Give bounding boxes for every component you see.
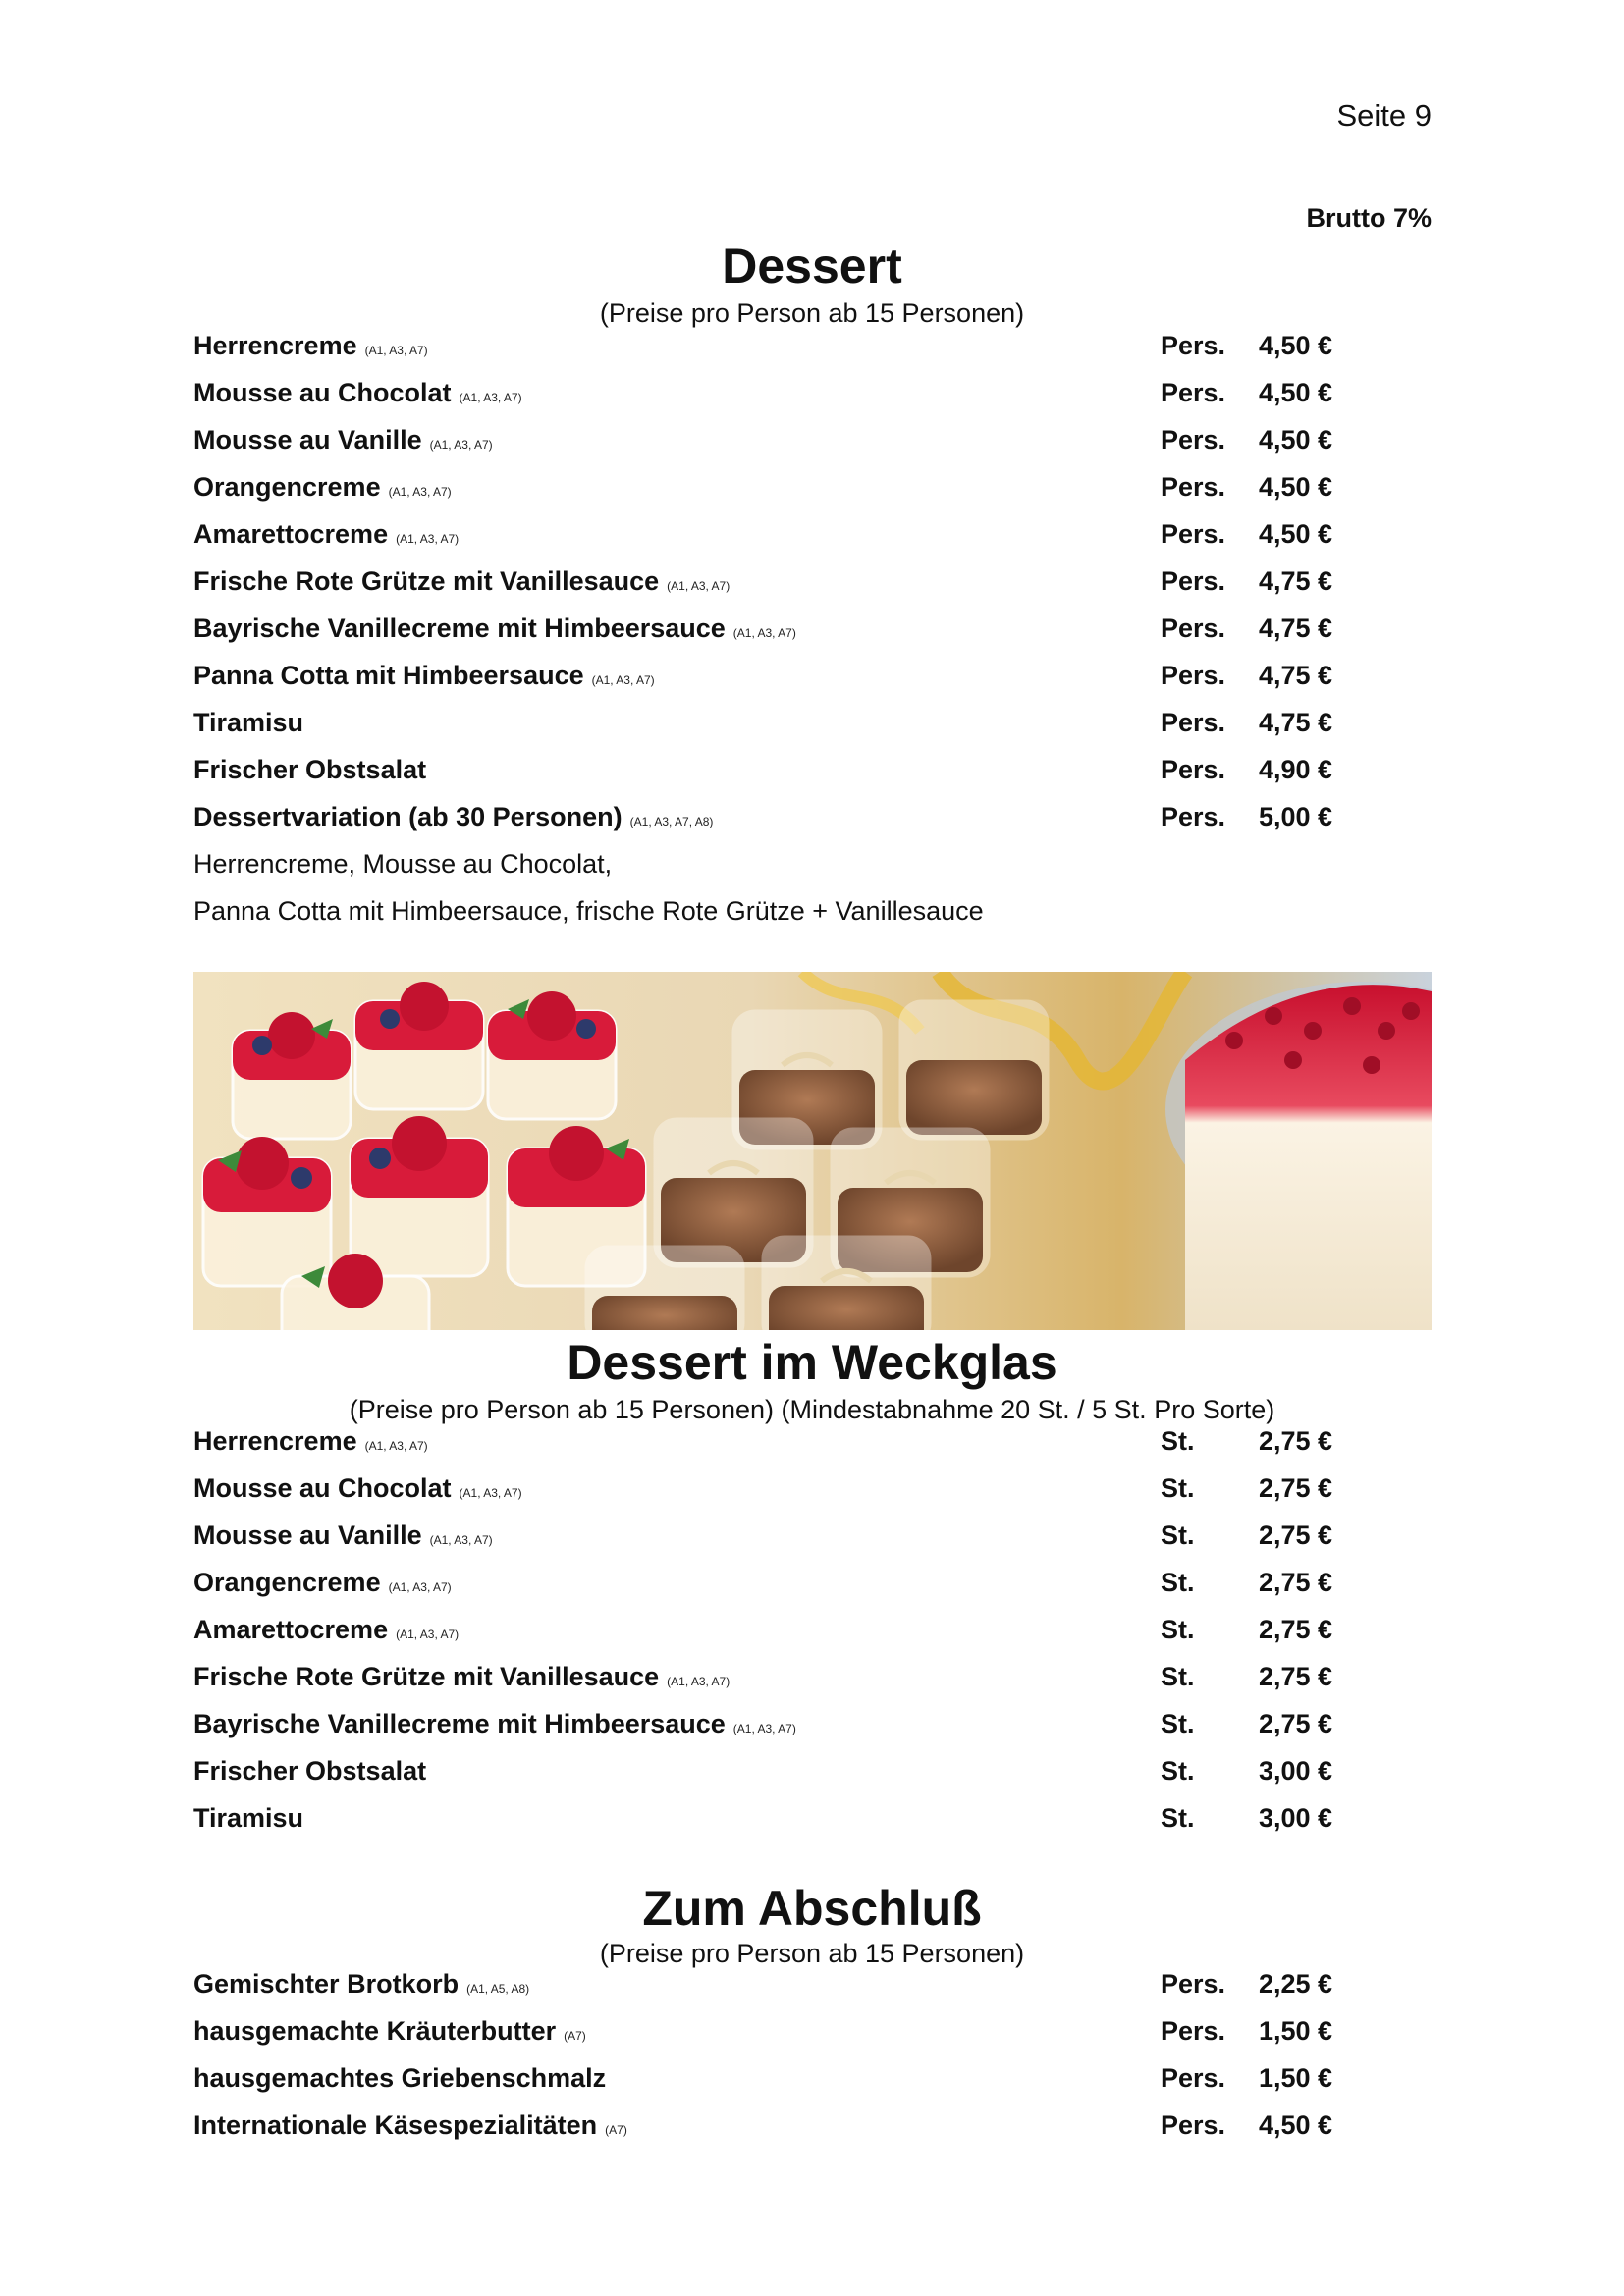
item-unit: St. bbox=[1161, 1756, 1195, 1786]
item-price: 3,00 € bbox=[1259, 1756, 1333, 1786]
dessert-photo-icon bbox=[193, 972, 1432, 1330]
menu-item bbox=[193, 793, 1332, 840]
menu-item bbox=[193, 2055, 1332, 2102]
weckglas-subtitle: (Preise pro Person ab 15 Personen) (Mindestabnahme 20 St. / 5 St. Pro Sorte) bbox=[349, 1395, 1275, 1424]
item-unit: Pers. bbox=[1161, 2110, 1226, 2140]
item-price: 4,75 € bbox=[1259, 708, 1333, 737]
item-price: 2,25 € bbox=[1259, 1969, 1333, 1999]
menu-item bbox=[193, 1559, 1332, 1606]
item-price: 1,50 € bbox=[1259, 2016, 1333, 2046]
menu-item bbox=[193, 322, 1332, 369]
item-price: 2,75 € bbox=[1259, 1426, 1333, 1456]
item-allergens: (A1, A3, A7, A8) bbox=[629, 815, 714, 828]
menu-item bbox=[193, 652, 1332, 699]
item-name: Amarettocreme bbox=[193, 1615, 389, 1644]
menu-item bbox=[193, 1747, 1332, 1794]
dessert-photo bbox=[193, 972, 1432, 1330]
item-unit: Pers. bbox=[1161, 755, 1226, 784]
item-allergens: (A1, A3, A7) bbox=[388, 1580, 452, 1594]
item-name: Tiramisu bbox=[193, 1803, 304, 1833]
item-name: hausgemachte Kräuterbutter bbox=[193, 2016, 557, 2046]
weckglas-menu-list bbox=[193, 1417, 1332, 1842]
item-name: Panna Cotta mit Himbeersauce bbox=[193, 661, 584, 690]
item-price: 4,90 € bbox=[1259, 755, 1333, 784]
item-description: Panna Cotta mit Himbeersauce, frische Rote Grütze + Vanillesauce bbox=[193, 896, 984, 926]
item-unit: St. bbox=[1161, 1473, 1195, 1503]
item-unit: St. bbox=[1161, 1426, 1195, 1456]
menu-item bbox=[193, 1417, 1332, 1465]
item-price: 4,75 € bbox=[1259, 661, 1333, 690]
menu-item bbox=[193, 746, 1332, 793]
item-name: Frischer Obstsalat bbox=[193, 755, 427, 784]
item-name: Dessertvariation (ab 30 Personen) bbox=[193, 802, 623, 831]
item-name: hausgemachtes Griebenschmalz bbox=[193, 2063, 607, 2093]
item-price: 2,75 € bbox=[1259, 1662, 1333, 1691]
item-price: 2,75 € bbox=[1259, 1709, 1333, 1738]
abschluss-menu-list bbox=[193, 1960, 1332, 2149]
item-price: 2,75 € bbox=[1259, 1473, 1333, 1503]
item-price: 3,00 € bbox=[1259, 1803, 1333, 1833]
item-allergens: (A1, A3, A7) bbox=[429, 438, 493, 452]
menu-item bbox=[193, 1653, 1332, 1700]
item-allergens: (A1, A3, A7) bbox=[364, 1439, 428, 1453]
item-name: Frischer Obstsalat bbox=[193, 1756, 427, 1786]
item-allergens: (A1, A3, A7) bbox=[429, 1533, 493, 1547]
item-allergens: (A1, A3, A7) bbox=[396, 1628, 460, 1641]
item-name: Herrencreme bbox=[193, 331, 357, 360]
tax-note: Brutto 7% bbox=[1306, 203, 1432, 233]
menu-item bbox=[193, 510, 1332, 558]
menu-item bbox=[193, 1512, 1332, 1559]
dessert-title: Dessert bbox=[722, 239, 902, 294]
item-unit: Pers. bbox=[1161, 378, 1226, 407]
item-unit: Pers. bbox=[1161, 425, 1226, 454]
abschluss-title: Zum Abschluß bbox=[642, 1881, 982, 1936]
item-name: Frische Rote Grütze mit Vanillesauce bbox=[193, 566, 660, 596]
menu-item bbox=[193, 416, 1332, 463]
item-name: Orangencreme bbox=[193, 472, 381, 502]
item-price: 4,75 € bbox=[1259, 614, 1333, 643]
item-name: Mousse au Vanille bbox=[193, 1521, 422, 1550]
item-price: 1,50 € bbox=[1259, 2063, 1333, 2093]
item-unit: Pers. bbox=[1161, 2063, 1226, 2093]
menu-item bbox=[193, 463, 1332, 510]
item-name: Herrencreme bbox=[193, 1426, 357, 1456]
item-allergens: (A1, A3, A7) bbox=[591, 673, 655, 687]
menu-item bbox=[193, 1700, 1332, 1747]
item-unit: Pers. bbox=[1161, 2016, 1226, 2046]
item-unit: Pers. bbox=[1161, 708, 1226, 737]
menu-item bbox=[193, 369, 1332, 416]
item-price: 4,50 € bbox=[1259, 331, 1333, 360]
menu-item bbox=[193, 1606, 1332, 1653]
item-allergens: (A7) bbox=[564, 2029, 586, 2043]
item-name: Mousse au Vanille bbox=[193, 425, 422, 454]
item-unit: St. bbox=[1161, 1615, 1195, 1644]
item-allergens: (A1, A3, A7) bbox=[732, 1722, 796, 1735]
item-allergens: (A1, A3, A7) bbox=[364, 344, 428, 357]
item-name: Tiramisu bbox=[193, 708, 304, 737]
item-name: Internationale Käsespezialitäten bbox=[193, 2110, 598, 2140]
item-unit: Pers. bbox=[1161, 331, 1226, 360]
item-unit: St. bbox=[1161, 1521, 1195, 1550]
item-unit: Pers. bbox=[1161, 1969, 1226, 1999]
item-allergens: (A1, A3, A7) bbox=[388, 485, 452, 499]
dessert-subtitle: (Preise pro Person ab 15 Personen) bbox=[599, 298, 1025, 328]
menu-item bbox=[193, 699, 1332, 746]
item-allergens: (A1, A5, A8) bbox=[466, 1982, 530, 1996]
menu-item bbox=[193, 1465, 1332, 1512]
page-number: Seite 9 bbox=[1336, 98, 1432, 133]
item-allergens: (A1, A3, A7) bbox=[667, 579, 731, 593]
item-price: 2,75 € bbox=[1259, 1568, 1333, 1597]
item-name: Amarettocreme bbox=[193, 519, 389, 549]
item-unit: Pers. bbox=[1161, 614, 1226, 643]
item-unit: St. bbox=[1161, 1709, 1195, 1738]
item-name: Bayrische Vanillecreme mit Himbeersauce bbox=[193, 1709, 726, 1738]
item-price: 4,50 € bbox=[1259, 519, 1333, 549]
menu-item bbox=[193, 2007, 1332, 2055]
item-price: 2,75 € bbox=[1259, 1615, 1333, 1644]
item-name: Mousse au Chocolat bbox=[193, 1473, 452, 1503]
item-allergens: (A1, A3, A7) bbox=[459, 1486, 522, 1500]
menu-item bbox=[193, 558, 1332, 605]
dessert-menu-list bbox=[193, 322, 1332, 934]
item-unit: Pers. bbox=[1161, 566, 1226, 596]
item-allergens: (A1, A3, A7) bbox=[732, 626, 796, 640]
item-unit: St. bbox=[1161, 1568, 1195, 1597]
item-name: Orangencreme bbox=[193, 1568, 381, 1597]
item-name: Gemischter Brotkorb bbox=[193, 1969, 460, 1999]
item-unit: Pers. bbox=[1161, 661, 1226, 690]
item-price: 2,75 € bbox=[1259, 1521, 1333, 1550]
item-allergens: (A1, A3, A7) bbox=[459, 391, 522, 404]
menu-item bbox=[193, 1794, 1332, 1842]
item-price: 4,75 € bbox=[1259, 566, 1333, 596]
item-unit: Pers. bbox=[1161, 802, 1226, 831]
item-price: 4,50 € bbox=[1259, 425, 1333, 454]
item-allergens: (A1, A3, A7) bbox=[667, 1675, 731, 1688]
item-description: Herrencreme, Mousse au Chocolat, bbox=[193, 849, 613, 879]
menu-item bbox=[193, 605, 1332, 652]
item-unit: Pers. bbox=[1161, 519, 1226, 549]
item-allergens: (A1, A3, A7) bbox=[396, 532, 460, 546]
item-unit: Pers. bbox=[1161, 472, 1226, 502]
item-price: 5,00 € bbox=[1259, 802, 1333, 831]
item-name: Mousse au Chocolat bbox=[193, 378, 452, 407]
item-unit: St. bbox=[1161, 1803, 1195, 1833]
item-price: 4,50 € bbox=[1259, 378, 1333, 407]
weckglas-title: Dessert im Weckglas bbox=[567, 1335, 1057, 1390]
menu-item bbox=[193, 2102, 1332, 2149]
abschluss-subtitle: (Preise pro Person ab 15 Personen) bbox=[599, 1939, 1025, 1968]
item-price: 4,50 € bbox=[1259, 472, 1333, 502]
menu-item bbox=[193, 1960, 1332, 2007]
item-name: Bayrische Vanillecreme mit Himbeersauce bbox=[193, 614, 726, 643]
item-allergens: (A7) bbox=[605, 2123, 627, 2137]
item-price: 4,50 € bbox=[1259, 2110, 1333, 2140]
item-name: Frische Rote Grütze mit Vanillesauce bbox=[193, 1662, 660, 1691]
item-unit: St. bbox=[1161, 1662, 1195, 1691]
